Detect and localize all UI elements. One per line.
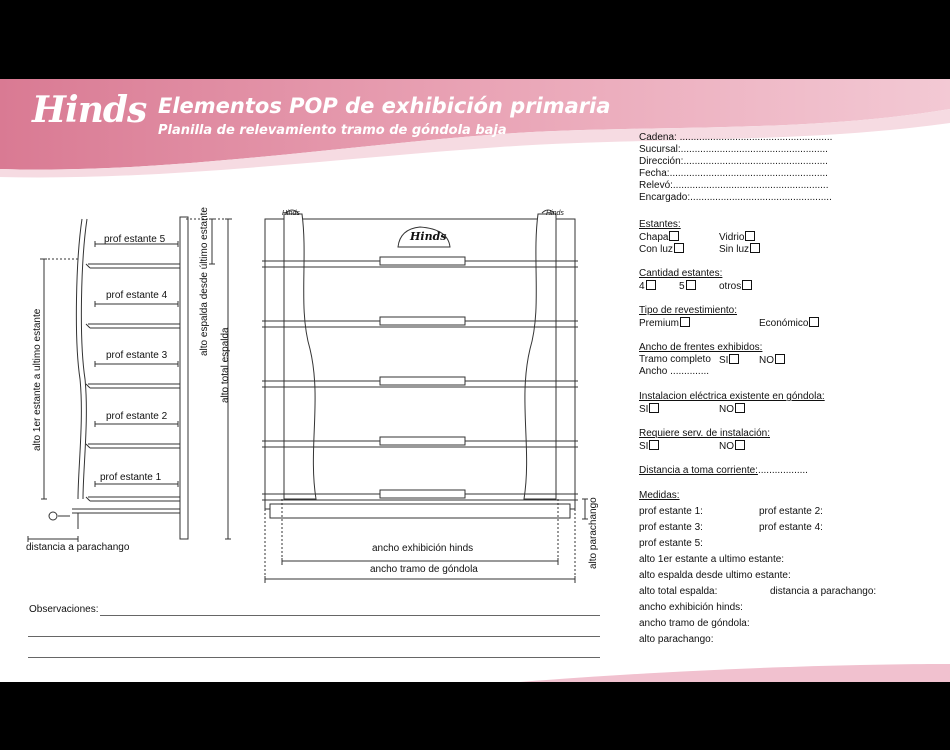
hinds-logo: Hinds [32,89,147,131]
ancho-tramo-field[interactable]: ancho tramo de góndola: [639,618,750,629]
front-alto-parachango-label: alto parachango [588,497,599,569]
medidas-title: Medidas: [639,490,680,501]
ancho-frentes-title: Ancho de frentes exhibidos: [639,342,763,353]
cant-4-checkbox[interactable] [646,280,656,290]
requiere-title: Requiere serv. de instalación: [639,428,770,439]
relevo-field[interactable]: Relevó:........................................................ [639,180,829,191]
observaciones-line-2[interactable] [28,636,600,637]
tramo-si-checkbox[interactable] [729,354,739,364]
estantes-title: Estantes: [639,219,681,230]
instalacion-no-option[interactable] [719,403,745,416]
instalacion-si-label: SI [639,404,649,415]
distancia-toma-dots: .................. [757,465,808,476]
distancia-parachango-field[interactable]: distancia a parachango: [770,586,877,597]
tramo-si-label: SI [719,355,729,366]
requiere-no-checkbox[interactable] [735,440,745,450]
tramo-completo-label: Tramo completo [639,354,711,365]
observaciones-label: Observaciones: [29,604,99,615]
cant-5-label: 5 [679,281,685,292]
side-prof-label-4: prof estante 4 [106,290,168,301]
cant-5-option[interactable] [679,280,696,293]
requiere-si-option[interactable] [639,440,659,453]
prof-estante-1-field[interactable]: prof estante 1: [639,506,703,517]
tramo-no-option[interactable] [759,354,785,367]
requiere-no-option[interactable] [719,440,745,453]
footer-band [0,662,950,682]
instalacion-no-label: NO [719,404,734,415]
front-ancho-exhibicion-label: ancho exhibición hinds [372,543,474,554]
observaciones-line-1[interactable] [100,615,600,616]
prof-estante-4-field[interactable]: prof estante 4: [759,522,823,533]
ancho-exhibicion-field[interactable]: ancho exhibición hinds: [639,602,743,613]
cant-otros-checkbox[interactable] [742,280,752,290]
page-subtitle: Planilla de relevamiento tramo de góndola baja [158,123,507,138]
tipo-title: Tipo de revestimiento: [639,305,738,316]
side-prof-label-1: prof estante 1 [100,472,162,483]
sin-luz-option[interactable] [719,243,760,256]
premium-option[interactable] [639,317,690,330]
tramo-si-option[interactable] [719,354,739,367]
vidrio-checkbox[interactable] [745,231,755,241]
alto-total-field[interactable]: alto total espalda: [639,586,718,597]
side-prof-label-2: prof estante 2 [106,411,168,422]
front-left-mini-brand: Hinds [282,210,300,217]
prof-estante-5-field[interactable]: prof estante 5: [639,538,703,549]
sin-luz-checkbox[interactable] [750,243,760,253]
requiere-si-label: SI [639,441,649,452]
chapa-checkbox[interactable] [669,231,679,241]
cant-4-label: 4 [639,281,645,292]
side-alto-1er-label: alto 1er estante a ultimo estante [32,308,43,451]
alto-parachango-field[interactable]: alto parachango: [639,634,714,645]
economico-option[interactable] [759,317,819,330]
instalacion-si-option[interactable] [639,403,659,416]
distancia-toma-label: Distancia a toma corriente: [639,465,758,476]
cadena-field[interactable]: Cadena: ....................................................... [639,132,833,143]
side-alto-espalda-label: alto espalda desde último estante [199,207,210,356]
cantidad-title: Cantidad estantes: [639,268,723,279]
cant-otros-label: otros [719,281,742,292]
prof-estante-3-field[interactable]: prof estante 3: [639,522,703,533]
sin-luz-label: Sin luz [719,244,750,255]
premium-checkbox[interactable] [680,317,690,327]
con-luz-option[interactable] [639,243,684,256]
side-alto-total-label: alto total espalda [220,327,231,403]
distancia-toma-field[interactable] [639,465,808,477]
requiere-si-checkbox[interactable] [649,440,659,450]
front-view-diagram [250,199,610,589]
chapa-label: Chapa [639,232,669,243]
alto-1er-field[interactable]: alto 1er estante a ultimo estante: [639,554,785,565]
front-right-mini-brand: Hinds [546,210,564,217]
vidrio-label: Vidrio [719,232,745,243]
side-prof-label-5: prof estante 5 [104,234,166,245]
con-luz-label: Con luz [639,244,673,255]
encargado-field[interactable]: Encargado:................................................... [639,192,832,203]
direccion-field[interactable]: Dirección:.................................................... [639,156,828,167]
tramo-no-checkbox[interactable] [775,354,785,364]
side-prof-label-3: prof estante 3 [106,350,168,361]
tramo-no-label: NO [759,355,774,366]
alto-espalda-field[interactable]: alto espalda desde ultimo estante: [639,570,791,581]
cant-otros-option[interactable] [719,280,752,293]
ancho-field[interactable]: Ancho .............. [639,366,710,377]
observaciones-line-3[interactable] [28,657,600,658]
instalacion-title: Instalacion eléctrica existente en góndola: [639,391,825,402]
requiere-no-label: NO [719,441,734,452]
economico-checkbox[interactable] [809,317,819,327]
side-distancia-label: distancia a parachango [26,542,130,553]
instalacion-no-checkbox[interactable] [735,403,745,413]
sucursal-field[interactable]: Sucursal:..................................................... [639,144,828,155]
front-ancho-tramo-label: ancho tramo de góndola [370,564,478,575]
prof-estante-2-field[interactable]: prof estante 2: [759,506,823,517]
front-header-brand: Hinds [410,230,447,243]
con-luz-checkbox[interactable] [674,243,684,253]
cant-4-option[interactable] [639,280,656,293]
page-title: Elementos POP de exhibición primaria [158,94,611,118]
fecha-field[interactable]: Fecha:......................................................... [639,168,828,179]
economico-label: Económico [759,318,809,329]
cant-5-checkbox[interactable] [686,280,696,290]
instalacion-si-checkbox[interactable] [649,403,659,413]
survey-sheet [0,79,950,682]
premium-label: Premium [639,318,680,329]
